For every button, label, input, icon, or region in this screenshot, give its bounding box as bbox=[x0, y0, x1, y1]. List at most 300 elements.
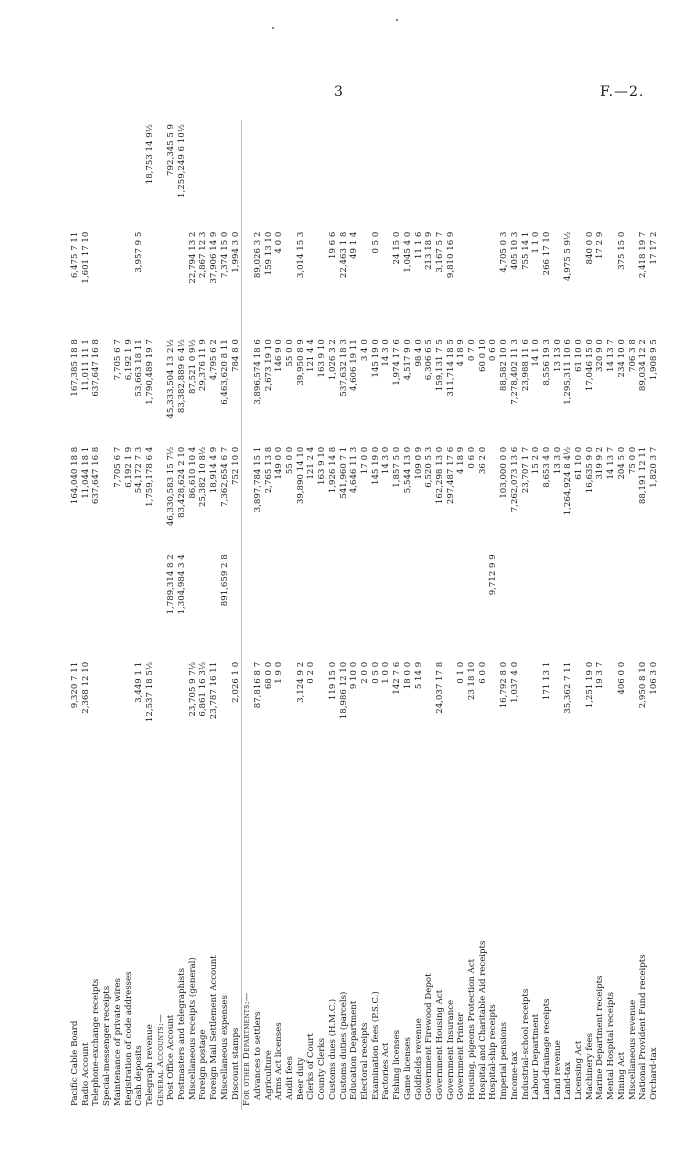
amount-cell: 2,026 1 0 bbox=[230, 661, 241, 703]
row-label: For other Departments:— bbox=[242, 765, 253, 1110]
amount-cell bbox=[102, 335, 113, 443]
row-label: Radio Account bbox=[80, 1042, 91, 1106]
amount-cell: 11,044 18 1 bbox=[80, 446, 91, 499]
amount-cell bbox=[585, 120, 596, 228]
amount-cell: 204 5 0 bbox=[616, 446, 627, 480]
amount-cell bbox=[156, 443, 167, 551]
row-label: Game licenses bbox=[402, 1037, 413, 1100]
amount-cell: 83,428,624 2 10 bbox=[177, 446, 188, 518]
amount-cell: 0 7 0 bbox=[467, 339, 478, 362]
table-row bbox=[124, 120, 135, 1110]
amount-cell bbox=[317, 228, 328, 336]
row-label: Mental Hospital receipts bbox=[606, 991, 617, 1100]
row-label: Hospital and Charitable Aid receipts bbox=[477, 940, 488, 1100]
amount-cell bbox=[124, 658, 135, 766]
amount-cell: 1,251 19 0 bbox=[584, 661, 595, 709]
amount-cell: 3,897,784 15 1 bbox=[252, 446, 263, 513]
amount-cell bbox=[553, 120, 564, 228]
amount-cell bbox=[166, 658, 177, 766]
amount-cell: 12,537 18 5½ bbox=[144, 661, 155, 723]
row-label: Beer duty bbox=[295, 1057, 306, 1100]
amount-cell: 60 0 10 bbox=[477, 339, 488, 372]
amount-cell bbox=[649, 120, 660, 228]
amount-cell: 4 18 9 bbox=[456, 446, 467, 475]
amount-cell bbox=[231, 120, 242, 228]
table-row bbox=[231, 120, 242, 1110]
row-label: Special-messenger receipts bbox=[102, 985, 113, 1106]
amount-cell: 109 0 9 bbox=[413, 446, 424, 480]
row-label: Government Housing Act bbox=[434, 989, 445, 1100]
amount-cell: 1 1 0 bbox=[531, 231, 542, 254]
table-row bbox=[198, 120, 209, 1110]
table-row bbox=[606, 120, 617, 1110]
amount-cell: 213 18 9 bbox=[424, 231, 435, 270]
amount-cell bbox=[574, 228, 585, 336]
row-label: Arms Act licenses bbox=[274, 1022, 285, 1100]
table-row bbox=[531, 120, 542, 1110]
row-label: Income-tax bbox=[509, 1051, 520, 1100]
amount-cell bbox=[328, 550, 339, 658]
row-label: Factories Act bbox=[381, 1042, 392, 1100]
row-label: Hospital-ship receipts bbox=[488, 1004, 499, 1100]
amount-cell bbox=[606, 228, 617, 336]
amount-cell: 37,906 14 9 bbox=[209, 231, 220, 284]
amount-cell bbox=[446, 658, 457, 766]
amount-cell: 6,192 1 9 bbox=[123, 446, 134, 488]
amount-cell: 14 1 0 bbox=[531, 339, 542, 367]
amount-cell: 13 13 0 bbox=[552, 339, 563, 372]
row-label: Land revenue bbox=[552, 1040, 563, 1100]
amount-cell: 5 14 9 bbox=[413, 661, 424, 690]
amount-cell: 7,705 6 7 bbox=[112, 339, 123, 381]
table-row bbox=[166, 120, 177, 1110]
table-row bbox=[360, 120, 371, 1110]
table-row bbox=[209, 120, 220, 1110]
table-row bbox=[585, 120, 596, 1110]
amount-cell bbox=[510, 120, 521, 228]
amount-cell bbox=[424, 120, 435, 228]
amount-cell bbox=[617, 550, 628, 658]
amount-cell: 3,449 1 1 bbox=[134, 661, 145, 703]
amount-cell: 0 1 0 bbox=[456, 661, 467, 684]
amount-cell: 1,259,249 6 10½ bbox=[177, 124, 188, 198]
row-label: Telephone-exchange receipts bbox=[91, 978, 102, 1106]
amount-cell bbox=[563, 120, 574, 228]
amount-cell: 68 0 0 bbox=[263, 661, 274, 690]
amount-cell: 18,986 12 10 bbox=[338, 661, 349, 720]
amount-cell: 2,765 13 8 bbox=[263, 446, 274, 494]
amount-cell bbox=[91, 120, 102, 228]
row-label: Mining Act bbox=[616, 1051, 627, 1100]
amount-cell bbox=[264, 120, 275, 228]
amount-cell: 61 10 0 bbox=[574, 446, 585, 480]
amount-cell bbox=[242, 658, 253, 766]
amount-cell bbox=[467, 550, 478, 658]
amount-cell bbox=[328, 120, 339, 228]
amount-cell: 755 14 1 bbox=[520, 231, 531, 270]
amount-cell bbox=[595, 120, 606, 228]
amount-cell bbox=[553, 228, 564, 336]
amount-cell bbox=[606, 550, 617, 658]
amount-cell: 39,950 8 9 bbox=[295, 339, 306, 386]
amount-cell bbox=[424, 658, 435, 766]
amount-cell bbox=[392, 120, 403, 228]
amount-cell bbox=[403, 550, 414, 658]
amount-cell bbox=[553, 658, 564, 766]
amount-cell bbox=[274, 120, 285, 228]
amount-cell bbox=[456, 550, 467, 658]
row-label: Orchard-tax bbox=[648, 1047, 659, 1100]
amount-cell bbox=[166, 228, 177, 336]
amount-cell bbox=[70, 120, 81, 228]
table-row bbox=[349, 120, 360, 1110]
row-label: Goldfields revenue bbox=[413, 1018, 424, 1100]
row-label: Postmasters and telegraphists bbox=[177, 968, 188, 1100]
amount-cell: 891,659 2 8 bbox=[219, 554, 230, 607]
amount-cell bbox=[424, 550, 435, 658]
amount-cell bbox=[488, 658, 499, 766]
amount-cell bbox=[349, 550, 360, 658]
amount-cell: 163 9 10 bbox=[317, 446, 328, 486]
table-row bbox=[381, 120, 392, 1110]
amount-cell: 4,795 6 2 bbox=[209, 339, 220, 381]
amount-cell bbox=[488, 120, 499, 228]
amount-cell: 1,026 3 2 bbox=[327, 339, 338, 381]
amount-cell bbox=[91, 228, 102, 336]
row-label: National Provident Fund receipts bbox=[638, 954, 649, 1100]
table-row bbox=[81, 120, 92, 1110]
table-row bbox=[478, 120, 489, 1110]
amount-cell: 297,487 17 6 bbox=[445, 446, 456, 505]
amount-cell: 23,705 9 7½ bbox=[187, 661, 198, 717]
amount-cell bbox=[360, 550, 371, 658]
amount-cell bbox=[510, 550, 521, 658]
amount-cell bbox=[156, 550, 167, 658]
amount-cell: 15 2 0 bbox=[531, 446, 542, 475]
amount-cell: 89,034 12 2 bbox=[638, 339, 649, 392]
amount-cell: 121 2 4 bbox=[306, 446, 317, 480]
table-row bbox=[435, 120, 446, 1110]
row-label: Housing, pigeons Protection Act bbox=[467, 958, 478, 1100]
amount-cell bbox=[156, 335, 167, 443]
amount-cell bbox=[177, 658, 188, 766]
amount-cell: 1,820 3 7 bbox=[648, 446, 659, 488]
row-label: Miscellaneous receipts (general) bbox=[187, 957, 198, 1100]
amount-cell bbox=[638, 120, 649, 228]
amount-cell: 6,306 6 5 bbox=[424, 339, 435, 381]
amount-cell: 9,712 9 9 bbox=[488, 554, 499, 596]
amount-cell: 46,330,583 15 7½ bbox=[166, 446, 177, 527]
table-row bbox=[563, 120, 574, 1110]
amount-cell: 1,994 3 0 bbox=[230, 231, 241, 273]
table-row bbox=[264, 120, 275, 1110]
amount-cell: 89,026 3 2 bbox=[252, 231, 263, 279]
amount-cell bbox=[124, 228, 135, 336]
amount-cell: 319 9 2 bbox=[595, 446, 606, 480]
table-row bbox=[617, 120, 628, 1110]
amount-cell: 637,647 16 8 bbox=[91, 446, 102, 505]
amount-cell bbox=[499, 550, 510, 658]
table-row bbox=[499, 120, 510, 1110]
amount-cell: 0 6 0 bbox=[467, 446, 478, 469]
amount-cell bbox=[542, 550, 553, 658]
amount-cell: 3,957 9 5 bbox=[134, 231, 145, 273]
table-row bbox=[285, 120, 296, 1110]
amount-cell: 23,787 16 11 bbox=[209, 661, 220, 720]
table-row bbox=[339, 120, 350, 1110]
amount-cell: 24 15 0 bbox=[392, 231, 403, 265]
amount-cell: 23,707 1 7 bbox=[520, 446, 531, 494]
amount-cell: 784 8 0 bbox=[230, 339, 241, 372]
amount-cell: 163 9 10 bbox=[317, 339, 328, 378]
amount-cell: 320 9 0 bbox=[595, 339, 606, 372]
amount-cell bbox=[134, 120, 145, 228]
amount-cell bbox=[478, 550, 489, 658]
amount-cell: 16,792 8 0 bbox=[499, 661, 510, 709]
amount-cell: 17 0 0 bbox=[359, 446, 370, 475]
amount-cell: 119 15 0 bbox=[327, 661, 338, 701]
amount-cell: 752 10 0 bbox=[230, 446, 241, 486]
amount-cell: 1,790,489 19 7 bbox=[144, 339, 155, 405]
amount-cell: 637,647 16 8 bbox=[91, 339, 102, 397]
row-label: Post Office Account bbox=[166, 1014, 177, 1100]
amount-cell: 35,362 7 11 bbox=[563, 661, 574, 714]
amount-cell: 1,601 17 10 bbox=[80, 231, 91, 284]
amount-cell bbox=[102, 228, 113, 336]
amount-cell bbox=[521, 120, 532, 228]
amount-cell: 792,345 5 9 bbox=[166, 124, 177, 176]
row-label: Miscellaneous revenue bbox=[627, 999, 638, 1100]
table-row bbox=[156, 120, 167, 1110]
amount-cell: 22,463 1 8 bbox=[338, 231, 349, 279]
row-label: Foreign Mail Settlement Account bbox=[209, 955, 220, 1100]
amount-cell bbox=[617, 120, 628, 228]
amount-cell: 159,131 7 5 bbox=[434, 339, 445, 392]
row-label: Land-drainage receipts bbox=[541, 998, 552, 1100]
table-row bbox=[488, 120, 499, 1110]
row-label: Labour Department bbox=[531, 1013, 542, 1100]
amount-cell: 7,705 6 7 bbox=[112, 446, 123, 488]
amount-cell: 2,418 19 7 bbox=[638, 231, 649, 279]
amount-cell: 23,988 11 6 bbox=[520, 339, 531, 392]
row-label: Marine Department receipts bbox=[595, 975, 606, 1100]
amount-cell: 0 5 0 bbox=[370, 231, 381, 254]
amount-cell: 13 3 0 bbox=[552, 446, 563, 475]
amount-cell: 53,663 18 11 bbox=[134, 339, 145, 397]
amount-cell bbox=[456, 228, 467, 336]
amount-cell: 11 1 6 bbox=[413, 231, 424, 259]
amount-cell: 103,000 0 0 bbox=[499, 446, 510, 499]
table-row bbox=[371, 120, 382, 1110]
amount-cell: 840 0 0 bbox=[584, 231, 595, 265]
amount-cell: 45,333,504 13 2½ bbox=[166, 339, 177, 419]
table-row bbox=[274, 120, 285, 1110]
amount-cell: 88,191 12 11 bbox=[638, 446, 649, 505]
row-label: Registration of code addresses bbox=[123, 971, 134, 1106]
amount-cell bbox=[574, 550, 585, 658]
amount-cell bbox=[242, 120, 253, 228]
amount-cell bbox=[606, 658, 617, 766]
amount-cell bbox=[242, 335, 253, 443]
table-row bbox=[220, 120, 231, 1110]
amount-cell: 61 10 0 bbox=[574, 339, 585, 372]
accounts-table bbox=[70, 120, 660, 1110]
amount-cell: 1,037 4 0 bbox=[509, 661, 520, 703]
row-label: Audit fees bbox=[285, 1056, 296, 1100]
amount-cell bbox=[638, 550, 649, 658]
row-label: Examination fees (P.S.C.) bbox=[370, 991, 381, 1100]
amount-cell bbox=[209, 120, 220, 228]
amount-cell bbox=[296, 120, 307, 228]
table-row bbox=[70, 120, 81, 1110]
amount-cell bbox=[488, 443, 499, 551]
amount-cell: 86,610 10 4 bbox=[187, 446, 198, 499]
amount-cell: 3,167 5 7 bbox=[434, 231, 445, 273]
amount-cell: 4,705 0 3 bbox=[499, 231, 510, 273]
amount-cell: 1,264,924 8 4½ bbox=[563, 446, 574, 516]
table-row bbox=[521, 120, 532, 1110]
amount-cell: 6,475 7 11 bbox=[70, 231, 80, 279]
amount-cell bbox=[371, 120, 382, 228]
amount-cell: 234 10 0 bbox=[616, 339, 627, 378]
row-label: Pacific Cable Board bbox=[70, 1020, 80, 1106]
amount-cell: 6,861 16 3½ bbox=[198, 661, 209, 717]
amount-cell bbox=[381, 550, 392, 658]
amount-cell bbox=[339, 120, 350, 228]
amount-cell: 55 0 0 bbox=[285, 339, 296, 367]
table-row bbox=[253, 120, 264, 1110]
amount-cell bbox=[124, 120, 135, 228]
amount-cell: 1,974 17 6 bbox=[392, 339, 403, 386]
amount-cell: 6,520 5 3 bbox=[424, 446, 435, 488]
amount-cell: 1,045 4 0 bbox=[402, 231, 413, 273]
rotated-accounts-table bbox=[70, 120, 659, 1110]
amount-cell: 406 0 0 bbox=[616, 661, 627, 695]
table-row bbox=[424, 120, 435, 1110]
table-row bbox=[102, 120, 113, 1110]
amount-cell bbox=[521, 550, 532, 658]
amount-cell: 537,632 18 3 bbox=[338, 339, 349, 397]
amount-cell: 17 2 9 bbox=[595, 231, 606, 259]
amount-cell: 9 10 0 bbox=[349, 661, 360, 690]
amount-cell bbox=[628, 120, 639, 228]
row-label: Land-tax bbox=[563, 1061, 574, 1100]
amount-cell bbox=[595, 550, 606, 658]
amount-cell bbox=[381, 120, 392, 228]
table-row bbox=[328, 120, 339, 1110]
amount-cell: 2,673 19 10 bbox=[263, 339, 274, 392]
row-label: Licensing Act bbox=[574, 1040, 585, 1100]
amount-cell bbox=[585, 550, 596, 658]
amount-cell bbox=[156, 658, 167, 766]
amount-cell: 9,810 16 9 bbox=[445, 231, 456, 279]
amount-cell: 7,262,073 13 6 bbox=[509, 446, 520, 513]
amount-cell bbox=[242, 443, 253, 551]
amount-cell: 0 6 0 bbox=[488, 339, 499, 362]
amount-cell bbox=[188, 120, 199, 228]
amount-cell: 145 19 0 bbox=[370, 339, 381, 378]
amount-cell bbox=[478, 120, 489, 228]
amount-cell: 17,046 15 0 bbox=[584, 339, 595, 392]
amount-cell bbox=[102, 550, 113, 658]
amount-cell bbox=[91, 550, 102, 658]
amount-cell: 4,975 5 9½ bbox=[563, 231, 574, 281]
amount-cell bbox=[264, 550, 275, 658]
amount-cell bbox=[70, 550, 81, 658]
amount-cell: 87,521 0 9½ bbox=[187, 339, 198, 394]
table-row bbox=[574, 120, 585, 1110]
amount-cell: 3 4 0 bbox=[359, 339, 370, 362]
amount-cell bbox=[102, 120, 113, 228]
amount-cell bbox=[563, 550, 574, 658]
amount-cell bbox=[499, 120, 510, 228]
table-row bbox=[392, 120, 403, 1110]
amount-cell: 17 17 2 bbox=[648, 231, 659, 265]
amount-cell: 2,867 12 3 bbox=[198, 231, 209, 279]
row-label: Discount stamps bbox=[230, 1027, 241, 1100]
table-row bbox=[553, 120, 564, 1110]
amount-cell: 11,011 11 1 bbox=[80, 339, 91, 392]
amount-cell bbox=[285, 550, 296, 658]
amount-cell bbox=[531, 120, 542, 228]
amount-cell: 149 0 0 bbox=[274, 446, 285, 480]
amount-cell bbox=[91, 658, 102, 766]
amount-cell bbox=[253, 120, 264, 228]
table-row bbox=[113, 120, 124, 1110]
table-row bbox=[403, 120, 414, 1110]
amount-cell: 36 2 0 bbox=[477, 446, 488, 475]
amount-cell: 25,382 10 8½ bbox=[198, 446, 209, 507]
amount-cell: 75 0 0 bbox=[627, 446, 638, 475]
table-row bbox=[595, 120, 606, 1110]
amount-cell bbox=[285, 228, 296, 336]
amount-cell bbox=[156, 120, 167, 228]
amount-cell: 1,857 5 0 bbox=[392, 446, 403, 488]
amount-cell bbox=[134, 550, 145, 658]
row-label: Fishing licenses bbox=[392, 1029, 403, 1100]
amount-cell bbox=[253, 550, 264, 658]
amount-cell bbox=[606, 120, 617, 228]
table-row bbox=[296, 120, 307, 1110]
amount-cell bbox=[414, 550, 425, 658]
amount-cell bbox=[274, 550, 285, 658]
amount-cell bbox=[156, 228, 167, 336]
amount-cell: 14 3 0 bbox=[381, 339, 392, 367]
amount-cell bbox=[81, 550, 92, 658]
amount-cell bbox=[446, 120, 457, 228]
row-label: Advances to settlers bbox=[252, 1011, 263, 1100]
amount-cell bbox=[317, 120, 328, 228]
amount-cell bbox=[542, 120, 553, 228]
amount-cell bbox=[145, 550, 156, 658]
table-row bbox=[542, 120, 553, 1110]
amount-cell bbox=[317, 658, 328, 766]
amount-cell bbox=[113, 228, 124, 336]
row-label: Machinery fees bbox=[584, 1032, 595, 1100]
amount-cell bbox=[124, 550, 135, 658]
amount-cell: 1,295,311 10 6 bbox=[563, 339, 574, 405]
amount-cell: 19 6 6 bbox=[327, 231, 338, 259]
amount-cell bbox=[285, 120, 296, 228]
amount-cell bbox=[531, 658, 542, 766]
amount-cell bbox=[317, 550, 328, 658]
amount-cell: 22,794 13 2 bbox=[187, 231, 198, 284]
amount-cell: 1,789,314 8 2 bbox=[166, 554, 177, 615]
amount-cell: 18 0 0 bbox=[402, 661, 413, 690]
amount-cell: 4,606 19 11 bbox=[349, 339, 360, 392]
amount-cell: 5,544 13 0 bbox=[402, 446, 413, 494]
row-label: Government Printer bbox=[456, 1012, 467, 1100]
